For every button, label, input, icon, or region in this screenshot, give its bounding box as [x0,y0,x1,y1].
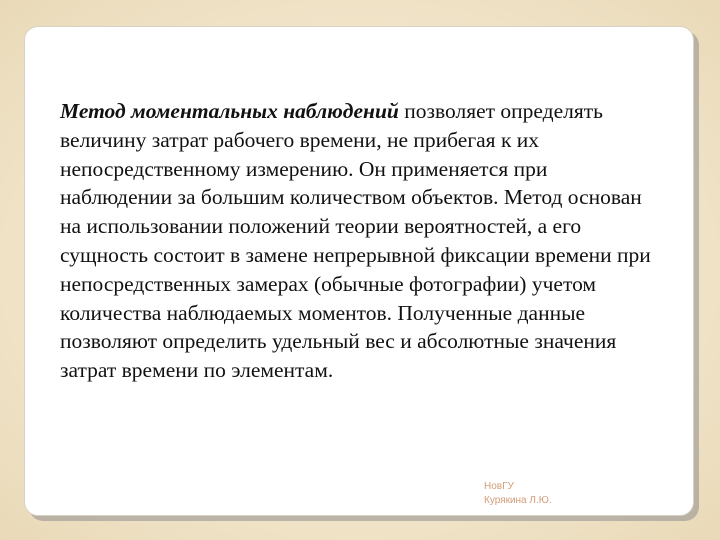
footer-author: Курякина Л.Ю. [484,495,552,506]
paragraph-body: позволяет определять величину затрат рабочего времени, не прибегая к их непосредственному измерению. Он применяется при наблюдении за большим количеством объектов. Метод основан на использовании положений теории вероятностей, а его сущность состоит в замене непрерывной фиксации времени при непосредственных замерах (обычные фотографии) учетом количества наблюдаемых моментов. Полученные данные позволяют определить удельный вес и абсолютные значения затрат времени по элементам. [60,99,651,383]
main-paragraph [60,97,660,385]
slide-footer [484,480,552,508]
footer-institution: НовГУ [484,481,514,492]
lead-emphasis: Метод моментальных наблюдений [60,99,399,123]
